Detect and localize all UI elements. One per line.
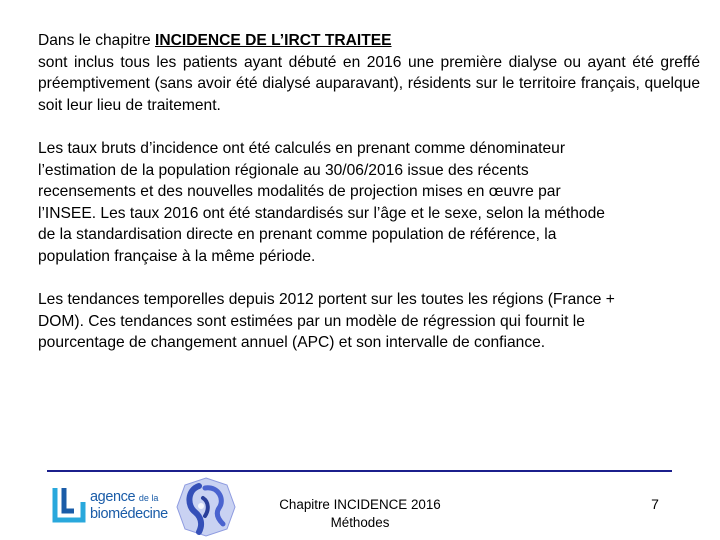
footer-chapter (268, 496, 452, 532)
logo-word-biomedecine: biomédecine (90, 506, 168, 522)
rates-line: population française à la même période. (38, 247, 316, 265)
chapter-heading: INCIDENCE DE L’IRCT TRAITEE (155, 32, 392, 49)
trends-line: pourcentage de changement annuel (APC) et son intervalle de confiance. (38, 334, 546, 351)
rates-line: l’estimation de la population régionale au 30/06/2016 issue des récents (38, 161, 529, 179)
paragraph-trends (38, 289, 700, 354)
footer-divider (47, 470, 672, 472)
footer-chapter-title: Chapitre INCIDENCE 2016 (279, 497, 441, 512)
paragraph-rates (38, 138, 700, 267)
rates-line: Les taux bruts d’incidence ont été calculés en prenant comme dénominateur (38, 140, 566, 157)
trends-line: DOM). Ces tendances sont estimées par un modèle de régression qui fournit le (38, 312, 585, 330)
rates-line: de la standardisation directe en prenant comme population de référence, la (38, 226, 557, 243)
logo-wordmark (90, 489, 168, 522)
logo-word-dela: de la (138, 493, 159, 503)
inclusion-text: sont inclus tous les patients ayant débuté en 2016 une première dialyse ou ayant été greffé préemptivement (sans avoir été dialysé auparavant), résidents sur le territoire français, quelque soit leur lieu de traitement. (38, 53, 700, 114)
logo-mark-icon (52, 486, 88, 526)
rates-line: l’INSEE. Les taux 2016 ont été standardisés sur l’âge et le sexe, selon la méthode (38, 204, 605, 222)
rates-line: recensements et des nouvelles modalités de projection mises en œuvre par (38, 183, 561, 200)
kidney-emblem-icon (175, 476, 237, 538)
slide-body (38, 30, 700, 354)
footer-chapter-subtitle: Méthodes (330, 515, 390, 530)
agence-biomedecine-logo (52, 484, 177, 528)
trends-line: Les tendances temporelles depuis 2012 portent sur les toutes les régions (France + (38, 291, 615, 308)
logo-word-agence: agence (90, 489, 136, 505)
paragraph-inclusion (38, 30, 700, 116)
intro-text: Dans le chapitre (38, 32, 156, 49)
page-number: 7 (651, 496, 659, 512)
